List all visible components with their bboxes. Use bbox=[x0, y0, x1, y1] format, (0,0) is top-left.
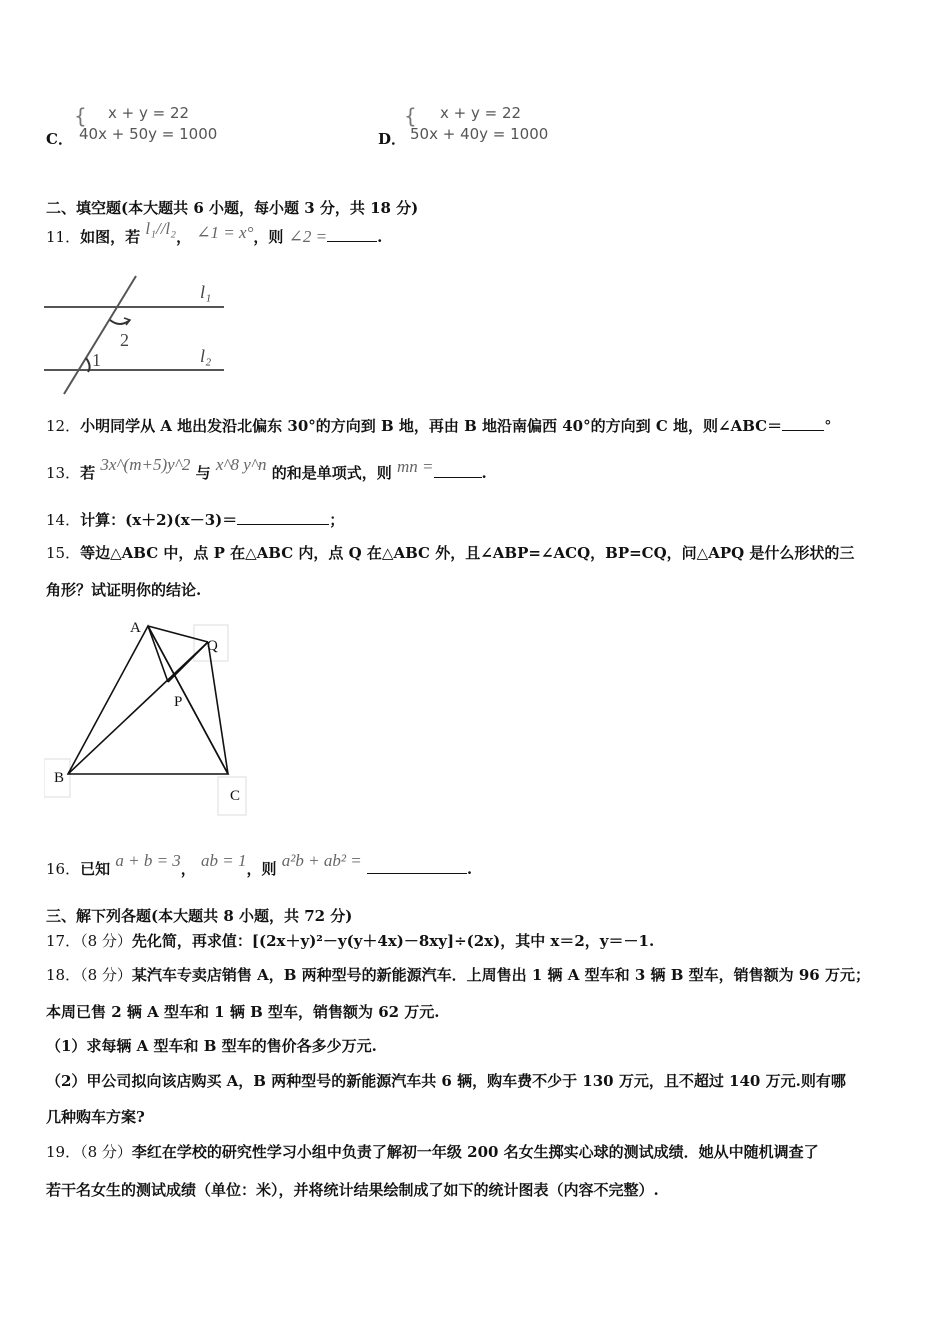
triangle-figure bbox=[44, 612, 249, 817]
question-number: 11． bbox=[46, 228, 81, 246]
question-text: 与 bbox=[195, 464, 211, 482]
question-15-line-1 bbox=[46, 542, 854, 563]
condition-product: ab = 1 bbox=[201, 851, 247, 870]
question-18-part-1: （1）求每辆 A 型车和 B 型车的售价各多少万元. bbox=[46, 1037, 377, 1055]
question-17 bbox=[46, 930, 654, 951]
question-number: 19． bbox=[46, 1143, 81, 1161]
question-text: 李红在学校的研究性学习小组中负责了解初一年级 200 名女生掷实心球的测试成绩．她从中随机调查了 bbox=[131, 1143, 819, 1161]
label-p: P bbox=[174, 694, 183, 710]
question-13 bbox=[46, 455, 487, 483]
question-18-part-2-line-2: 几种购车方案? bbox=[46, 1108, 145, 1126]
question-number: 18． bbox=[46, 966, 81, 984]
section-title: 二、填空题(本大题共 6 小题，每小题 3 分，共 18 分) bbox=[46, 199, 419, 217]
question-text: 某汽车专卖店销售 A，B 两种型号的新能源汽车．上周售出 1 辆 A 型车和 3 辆 B 型车，销售额为 96 万元； bbox=[131, 966, 870, 984]
question-number: 12． bbox=[46, 417, 81, 435]
ask-expression: ∠2 = bbox=[288, 227, 328, 246]
question-11 bbox=[46, 219, 383, 247]
question-19-line-2: 若干名女生的测试成绩（单位：米），并将统计结果绘制成了如下的统计图表（内容不完整）. bbox=[46, 1181, 659, 1199]
question-14 bbox=[46, 509, 344, 530]
question-score: （8 分） bbox=[80, 966, 132, 984]
answer-blank[interactable] bbox=[237, 510, 329, 525]
question-number: 13． bbox=[46, 464, 81, 482]
question-number: 16． bbox=[46, 860, 81, 878]
ask-expression: a²b + ab² = bbox=[281, 851, 362, 870]
question-number: 14． bbox=[46, 511, 81, 529]
label-l1: l₁ bbox=[200, 282, 212, 302]
answer-blank[interactable] bbox=[434, 463, 482, 478]
separator: ， bbox=[176, 228, 192, 246]
option-c-label: C． bbox=[46, 130, 73, 148]
question-15-line-2: 角形？试证明你的结论. bbox=[46, 581, 202, 599]
degree-sign: ° bbox=[824, 417, 832, 435]
label-q: Q bbox=[207, 638, 218, 654]
question-18-line-2: 本周已售 2 辆 A 型车和 1 辆 B 型车，销售额为 62 万元. bbox=[46, 1003, 440, 1021]
question-text: 若 bbox=[80, 464, 96, 482]
answer-blank[interactable] bbox=[367, 859, 467, 874]
term-2: x^8 y^n bbox=[215, 455, 267, 474]
option-d-eq1: x + y = 22 bbox=[440, 104, 522, 122]
brace-icon: { bbox=[74, 104, 87, 128]
question-text: 等边△ABC 中，点 P 在△ABC 内，点 Q 在△ABC 外，且∠ABP=∠ACQ，BP=CQ，问△APQ 是什么形状的三 bbox=[80, 544, 855, 562]
question-text: 计算：(x＋2)(x－3)＝ bbox=[80, 511, 238, 529]
question-number: 17． bbox=[46, 932, 81, 950]
option-d-eq2: 50x + 40y = 1000 bbox=[410, 125, 549, 143]
label-c: C bbox=[230, 788, 241, 804]
period: . bbox=[466, 860, 473, 878]
label-a: A bbox=[130, 620, 141, 636]
brace-icon: { bbox=[404, 104, 417, 128]
condition-parallel: l₁//l₂ bbox=[145, 219, 177, 238]
separator: ， bbox=[180, 860, 196, 878]
label-angle-2: 2 bbox=[120, 330, 129, 350]
question-score: （8 分） bbox=[80, 1143, 132, 1161]
answer-blank[interactable] bbox=[782, 416, 824, 431]
question-text: ，则 bbox=[253, 228, 284, 246]
question-text: 小明同学从 A 地出发沿北偏东 30°的方向到 B 地，再由 B 地沿南偏西 40°的方向到 C 地，则∠ABC＝ bbox=[80, 417, 783, 435]
parallel-lines-figure bbox=[44, 272, 226, 396]
answer-blank[interactable] bbox=[327, 227, 377, 242]
period: . bbox=[377, 228, 383, 246]
section-title: 三、解下列各题(本大题共 8 小题，共 72 分) bbox=[46, 907, 353, 925]
label-b: B bbox=[54, 770, 65, 786]
ask-expression: mn = bbox=[397, 457, 434, 476]
question-text: 的和是单项式，则 bbox=[271, 464, 392, 482]
question-text: ，则 bbox=[246, 860, 277, 878]
semicolon: ； bbox=[329, 511, 345, 529]
option-c-eq2: 40x + 50y = 1000 bbox=[79, 125, 218, 143]
label-l2: l₂ bbox=[200, 346, 212, 366]
question-number: 15． bbox=[46, 544, 81, 562]
question-18-line-1 bbox=[46, 964, 870, 985]
question-score: （8 分） bbox=[80, 932, 132, 950]
condition-sum: a + b = 3 bbox=[115, 851, 181, 870]
question-text: 先化简，再求值：[(2x＋y)²－y(y＋4x)－8xy]÷(2x)，其中 x＝2，y＝－1. bbox=[131, 932, 655, 950]
question-16 bbox=[46, 851, 473, 879]
option-d-label: D． bbox=[378, 130, 407, 148]
question-19-line-1 bbox=[46, 1141, 819, 1162]
segment-aq bbox=[148, 626, 208, 642]
term-1: 3x^(m+5)y^2 bbox=[100, 455, 191, 474]
label-angle-1: 1 bbox=[92, 350, 101, 370]
question-text: 如图，若 bbox=[80, 228, 141, 246]
condition-angle: ∠1 = x° bbox=[196, 223, 254, 242]
question-18-part-2-line-1: （2）甲公司拟向该店购买 A，B 两种型号的新能源汽车共 6 辆，购车费不少于 130 万元，且不超过 140 万元.则有哪 bbox=[46, 1072, 846, 1090]
period: . bbox=[481, 464, 487, 482]
segment-bq bbox=[68, 642, 208, 774]
question-12 bbox=[46, 415, 832, 436]
question-text: 已知 bbox=[80, 860, 111, 878]
segment-pq bbox=[168, 642, 208, 682]
option-c-eq1: x + y = 22 bbox=[108, 104, 190, 122]
segment-ap bbox=[148, 626, 168, 682]
